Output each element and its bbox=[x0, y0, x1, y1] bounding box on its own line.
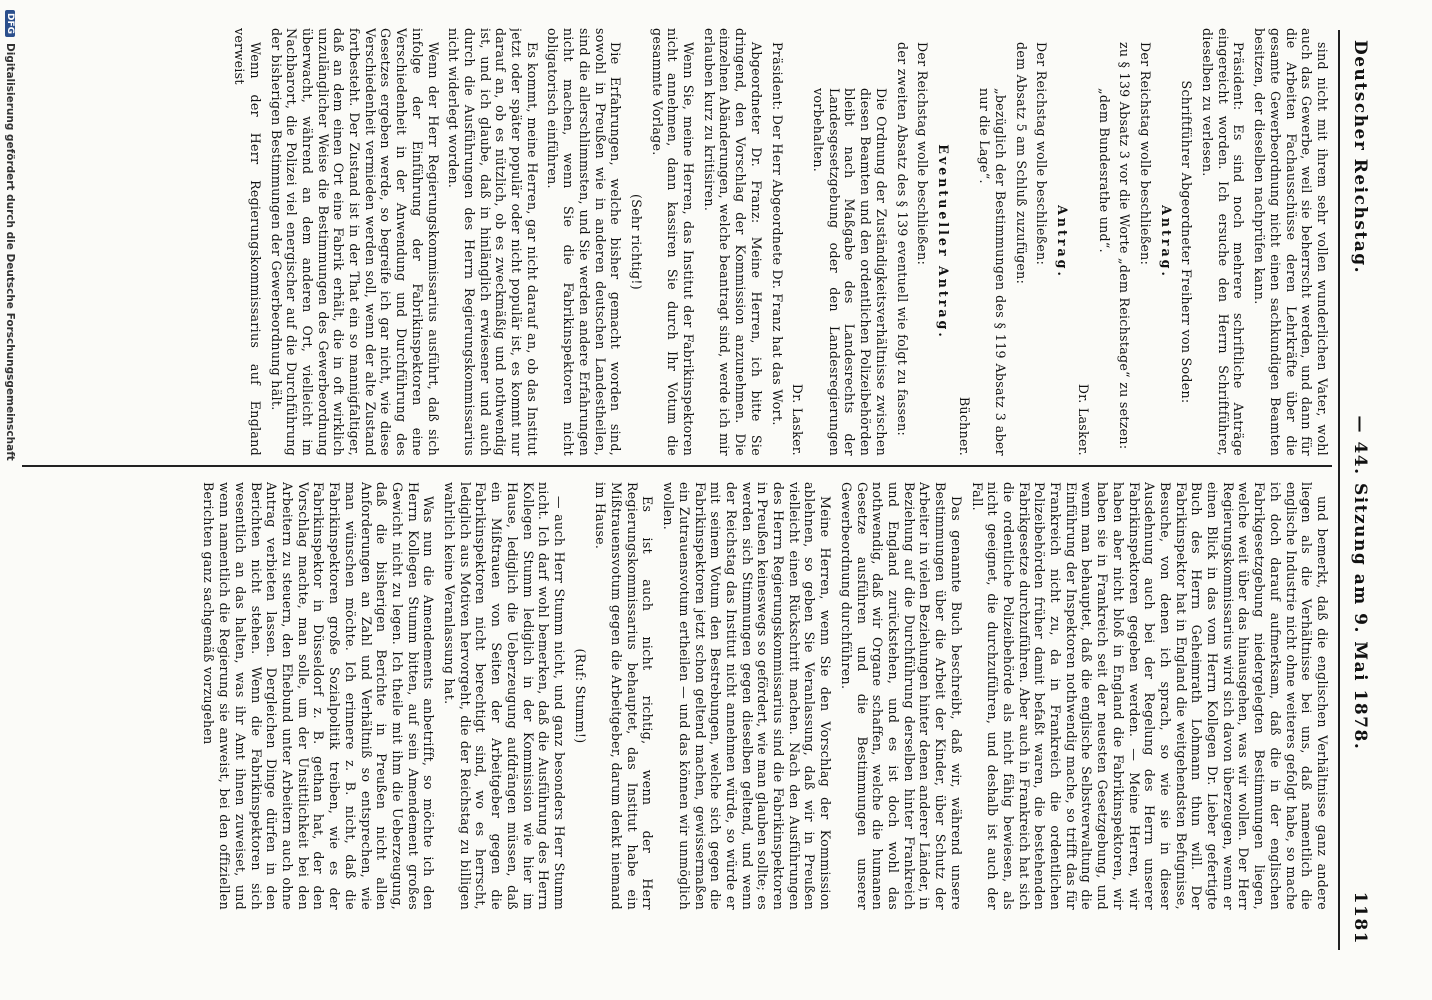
motion-heading: Eventueller Antrag. bbox=[935, 144, 951, 340]
paragraph: Das genannte Buch beschreibt, daß wir, während unsere Bestimmungen über die Arbeit der Kinder, über Schutz der Arbeiter in vielen Beziehungen hinter denen anderer Länder, in Beziehung auf die Durchführung derselben hinter Frankreich und England zurückstehen, und es ist doch wohl das nothwendig, daß wir Organe schaffen, welche die humanen Gesetze ausführen und die Bestimmungen unserer Gewerbeordnung durchführen. bbox=[838, 482, 964, 910]
dfg-logo: DFG bbox=[5, 10, 15, 37]
paragraph: Der Reichstag wolle beschließen: bbox=[1137, 42, 1153, 266]
right-column bbox=[20, 482, 1330, 910]
paragraph: Präsident: Es sind noch mehrere schriftliche Anträge eingereicht worden. Ich ersuche den Herrn Schriftführer, dieselben zu verlesen. bbox=[1200, 28, 1247, 456]
page-number: 1181 bbox=[1350, 891, 1370, 945]
paragraph: Wenn Sie, meine Herren, das Institut der Fabrikinspektoren nicht annehmen, dann kassiren Sie durch Ihr Votum die gesammte Vorlage. bbox=[649, 28, 697, 456]
paragraph: Abgeordneter Dr. Franz: Meine Herren, ich bitte Sie dringend, den Vorschlag der Kommission anzunehmen. Die einzelnen Abänderungen, welche beantragt sind, werde ich mir erlauben kurz zu kritisiren. bbox=[701, 28, 764, 456]
quoted-text: Die Ordnung der Zuständigkeitsverhältnisse zwischen diesen Beamten und den ordentlichen Polizeibehörden bleibt nach Maßgabe des Landesrechts der Landesgesetzgebung oder den Landesregierungen vorbehalten. bbox=[811, 88, 889, 456]
paragraph: sind nicht mit ihrem sehr vollen wunderlichen Vater, wohl auch das Gewerbe, weil sie beherrscht werden, und dann für die Arbeiten Fachausschüsse deren Lehrkräfte über die gesamte Gewerbeordnung nicht einen sachkundigen Beamten besitzen, der dieselben nachprüfen kann. bbox=[1252, 28, 1330, 456]
paragraph: Der Reichstag wolle beschließen: bbox=[1034, 42, 1050, 266]
paragraph: Wenn der Herr Regierungskommissarius ausführt, daß sich infolge der Einführung der Fabrikinspektoren eine Verschiedenheit in der Anwendung und Durchführung des Gesetzes ergeben werde, so begreife ich gar nicht, wie diese Verschiedenheit vermieden werden soll, wenn der alte Zustand fortbesteht. Der Zustand ist in der That ein so mannigfaltiger, daß an dem einen Ort eine Fabrik erhält, die in oft wirklich unzulänglicher Weise die Bestimmungen des Gewerbeordnung überwacht, während an dem anderen Ort, vielleicht im Nachbarort, die Polizei viel energischer auf die Durchführung der bisherigen Bestimmungen der Gewerbeordnung hält. bbox=[268, 28, 441, 456]
speaker-line: Schriftführer Abgeordneter Freiherr von Soden: bbox=[1179, 80, 1195, 404]
paragraph: Wenn der Herr Regierungskommissarius auf England verweist bbox=[232, 28, 263, 456]
header-rule bbox=[1338, 30, 1340, 950]
credit-text: Digitalisierung gefördert durch die Deutsche Forschungsgemeinschaft bbox=[4, 43, 16, 461]
paragraph: und bemerkt, daß die englischen Verhältnisse ganz andere liegen als die Verhältnisse bei uns, daß namentlich die englische Industrie nicht ohne weiteres gefolgt habe, so mache ich doch darauf aufmerksam, daß die in der englischen Fabrikgesetzgebung niedergelegten Bestimmungen liegen, welche weit über das hinausgehen, was wir wollen. Der Herr Regierungskommissarius wird sich davon überzeugen, wenn er einen Blick in das vom Herrn Kollegen Dr. Lieber gefertigte Buch des Herrn Geheimrath Lohmann thun will. Der Fabrikinspektor hat in England die weitgehendsten Befugnisse, Besuche, von denen ich sprach, so wie sie in dieser Ausdehnung auch bei der Regelung des Herrn unserer Fabrikinspektoren gegeben werden. — Meine Herren, wir haben aber nicht bloß in England die Fabrikinspektoren, wir haben sie in Frankreich seit der neuesten Gesetzgebung, und wenn man behauptet, daß die englische Selbstverwaltung die Einführung der Inspektoren nothwendig mache, so trifft das für Frankreich nicht zu, da in Frankreich die ordentlichen Polizeibehörden früher damit befaßt waren, die bestehenden Fabrikgesetze durchzuführen. Aber auch in Frankreich hat sich die ordentliche Polizeibehörde als nicht fähig bewiesen, als nicht geeignet, die durchzuführen, und deshalb ist auch der Fall. bbox=[969, 482, 1330, 910]
column-divider bbox=[22, 465, 1332, 467]
signature: Büchner. bbox=[956, 396, 972, 456]
signature: Dr. Lasker. bbox=[790, 383, 806, 456]
paragraph: Der Reichstag wolle beschließen: bbox=[915, 42, 931, 266]
paragraph: Was nun die Amendements anbetrifft, so möchte ich den Herrn Kollegen Stumm bitten, auf sein Amendement großes Gewicht nicht zu legen. Ich theile mit ihm die Ueberzeugung, daß die bisherigen Berichte in Preußen nicht allen Anforderungen an Zahl und Verhältniß so entsprechen, wie man wünschen möchte. Ich erinnere z. B. nicht, daß die Fabrikinspektoren große Sozialpolitik treiben, wie es der Fabrikinspektor in Düsseldorf z. B. gethan hat, der den Vorschlag machte, man solle, um der Unsittlichkeit bei den Arbeitern zu steuern, den Ehebund unter Arbeitern auch ohne Antrag verbieten lassen. Dergleichen Dinge dürfen in den Berichten nicht stehen. Wenn die Fabrikinspektoren sich wesentlich an das halten, was ihr Amt ihnen zuweiset, und wenn namentlich die Regierung sie anweist, bei den offiziellen Berichten ganz sachgemäß vorzugehen bbox=[201, 482, 437, 910]
paragraph: Meine Herren, wenn Sie den Vorschlag der Kommission ablehnen, so geben Sie Veranlassung, daß wir in Preußen vielleicht einen Rückschritt machen. Nach den Ausführungen des Herrn Regierungskommissarius sind die Fabrikinspektoren in Preußen keineswegs so gefördert, wie man glauben sollte; es werden sich Stimmungen gegen dieselben geltend, und wenn der Reichstag das Institut nicht annehmen würde, so würde er mit seinem Votum den Bestrebungen, welche sich gegen die Fabrikinspektoren jetzt schon geltend machen, gewissermaßen ein Zutrauensvotum ertheilen — und das können wir unmöglich wollen. bbox=[661, 482, 834, 910]
interjection: (Ruf: Stumm!) bbox=[572, 648, 588, 744]
header-session: — 44. Sitzung am 9. Mai 1878. bbox=[1350, 415, 1370, 751]
motion-heading: Antrag. bbox=[1158, 205, 1174, 279]
paragraph: dem Absatz 5 am Schluß zuzufügen: bbox=[1013, 42, 1029, 285]
paragraph: zu § 139 Absatz 3 vor die Worte „dem Reichstage“ zu setzen: bbox=[1117, 42, 1133, 450]
quoted-text: „dem Bundesrathe und“. bbox=[1096, 88, 1112, 253]
signature: Dr. Lasker. bbox=[1075, 383, 1091, 456]
paragraph: Präsident: Der Herr Abgeordnete Dr. Franz hat das Wort. bbox=[769, 42, 785, 426]
left-column bbox=[20, 28, 1330, 456]
interjection: (Sehr richtig!) bbox=[628, 194, 644, 290]
digitization-credit bbox=[4, 0, 16, 1000]
paragraph: — auch Herr Stumm nicht, und ganz besonders Herr Stumm nicht. Ich darf wohl bemerken, daß die Ausführung des Herrn Kollegen Stumm lediglich in der Kommission wie hier im Hause, lediglich die Ueberzeugung aufdrängen müssen, daß ein Mißtrauen von Seiten der Arbeitgeber gegen die Fabrikinspektoren nicht berechtigt sind, wo es herrscht, lediglich aus Motiven hervorgeht, die der Reichstag zu billigen wahrlich keine Veranlassung hat. bbox=[442, 482, 567, 910]
paragraph: der zweiten Absatz des § 139 eventuell wie folgt zu fassen: bbox=[894, 42, 910, 437]
header-title: Deutscher Reichstag. bbox=[1350, 40, 1370, 275]
motion-heading: Antrag. bbox=[1055, 205, 1071, 279]
running-header bbox=[1350, 40, 1370, 945]
quoted-text: „bezüglich der Bestimmungen des § 119 Absatz 3 aber nur die Lage“. bbox=[977, 88, 1009, 456]
paragraph: Die Erfahrungen, welche bisher gemacht worden sind, sowohl in Preußen wie in anderen deutschen Landestheilen, sind die allerschlimmsten, und Sie werden andere Erfahrungen nicht machen, wenn Sie die Fabrikinspektoren nicht obligatorisch einführen. bbox=[545, 28, 624, 456]
paragraph: Es kommt, meine Herren, gar nicht darauf an, ob das Institut jetzt oder später populär oder nicht populär ist, es kommt nur darauf an, ob es nützlich, ob es zweckmäßig und nothwendig ist, und ich glaube, daß in hinlänglich erwiesener und auch durch die Ausführungen des Herrn Regierungskommissarius nicht widerlegt worden. bbox=[446, 28, 540, 456]
paragraph: Es ist auch nicht richtig, wenn der Herr Regierungskommissarius behauptet, das Institut habe ein Mißtrauensvotum gegen die Arbeitgeber, darum denkt niemand im Hause. bbox=[593, 482, 656, 910]
